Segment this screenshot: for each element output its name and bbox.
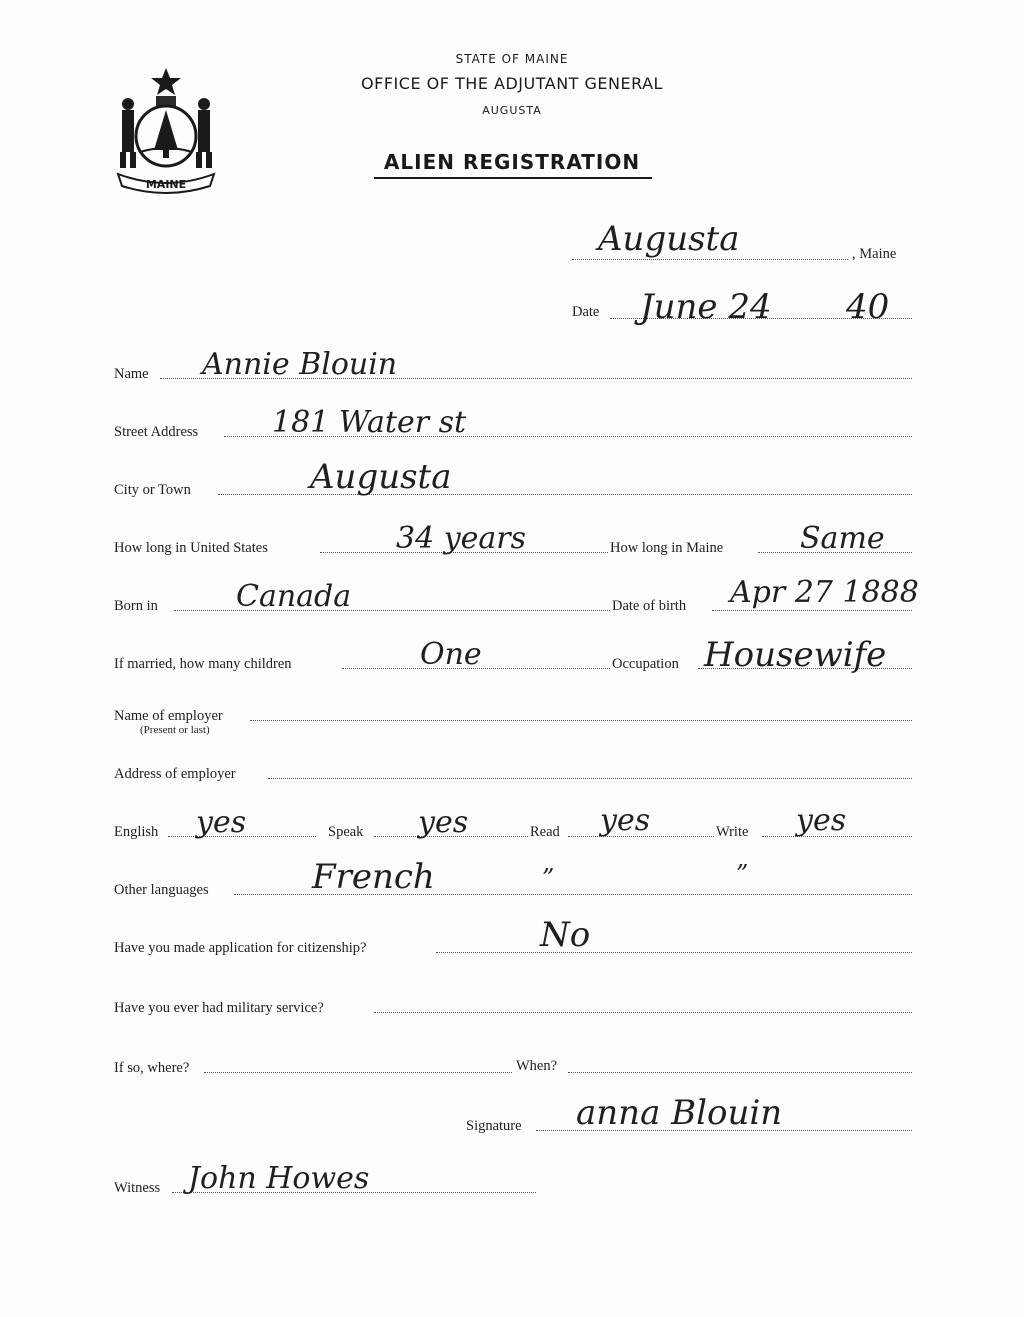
citizenship-value: No (540, 915, 591, 955)
title-underline (374, 177, 652, 179)
other-languages-label: Other languages (114, 882, 209, 898)
signature-label: Signature (466, 1118, 522, 1134)
witness-value: John Howes (188, 1161, 370, 1196)
employer-line (250, 720, 912, 721)
occupation-label: Occupation (612, 656, 679, 672)
when-label: When? (516, 1058, 558, 1074)
place-line (572, 259, 848, 260)
when-line (568, 1072, 912, 1073)
dob-label: Date of birth (612, 598, 687, 614)
header-state: STATE OF MAINE (455, 52, 569, 66)
write-value: yes (796, 803, 847, 838)
ditto-mark-2: ” (736, 860, 749, 888)
place-value: Augusta (598, 219, 740, 259)
date-label: Date (572, 304, 600, 320)
header-office: OFFICE OF THE ADJUTANT GENERAL (361, 74, 663, 93)
street-label: Street Address (114, 424, 199, 440)
employer-address-label: Address of employer (114, 766, 236, 782)
how-long-us-label: How long in United States (114, 540, 268, 556)
how-long-us-value: 34 years (396, 521, 527, 556)
dob-line (712, 610, 912, 611)
citizenship-label: Have you made application for citizenship? (114, 940, 367, 956)
read-label: Read (530, 824, 560, 840)
witness-label: Witness (114, 1180, 161, 1196)
speak-value: yes (418, 805, 469, 840)
city-value: Augusta (310, 457, 452, 497)
children-label: If married, how many children (114, 656, 292, 672)
how-long-maine-label: How long in Maine (610, 540, 724, 556)
ditto-mark-1: ” (542, 864, 555, 892)
english-value: yes (196, 805, 247, 840)
read-value: yes (600, 803, 651, 838)
how-long-maine-value: Same (800, 521, 885, 556)
seal-text: MAINE (145, 178, 187, 191)
maine-label: , Maine (852, 246, 897, 262)
english-label: English (114, 824, 159, 840)
page-title: ALIEN REGISTRATION (383, 150, 641, 174)
employer-address-line (268, 778, 912, 779)
dob-value: Apr 27 1888 (730, 575, 919, 610)
state-seal-icon (112, 64, 220, 194)
city-label: City or Town (114, 482, 191, 498)
date-value: June 24 (640, 287, 772, 327)
other-languages-value: French (312, 857, 435, 897)
citizenship-line (436, 952, 912, 953)
name-label: Name (114, 366, 149, 382)
born-in-label: Born in (114, 598, 158, 614)
signature-value: anna Blouin (576, 1093, 783, 1133)
military-label: Have you ever had military service? (114, 1000, 324, 1016)
street-value: 181 Water st (272, 405, 467, 440)
military-line (374, 1012, 912, 1013)
born-in-value: Canada (236, 579, 352, 614)
date-year-value: 40 (846, 287, 890, 327)
employer-label: Name of employer (114, 708, 223, 724)
speak-label: Speak (328, 824, 364, 840)
write-label: Write (716, 824, 749, 840)
children-value: One (420, 637, 482, 672)
occupation-value: Housewife (704, 635, 887, 675)
where-line (204, 1072, 512, 1073)
where-label: If so, where? (114, 1060, 190, 1076)
name-value: Annie Blouin (202, 347, 398, 382)
employer-note: (Present or last) (140, 724, 210, 736)
header-city: AUGUSTA (482, 104, 542, 117)
